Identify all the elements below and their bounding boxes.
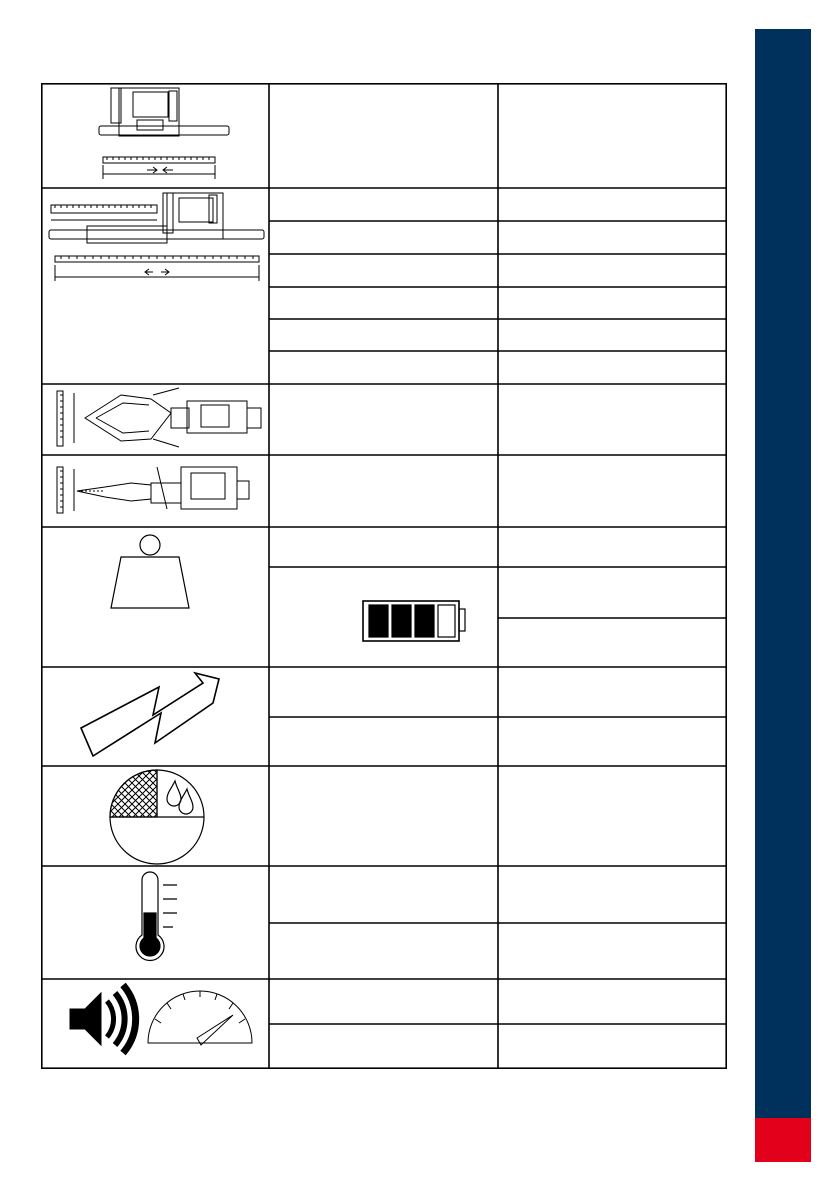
side-band-red-tab: [755, 1118, 811, 1162]
row-1-label-cell: [269, 83, 498, 188]
side-band-blue: [755, 29, 811, 1118]
weight-icon: [111, 535, 189, 608]
noise-level-icon: [70, 985, 252, 1053]
battery-icon: [363, 601, 465, 641]
force-arrow-icon: [81, 673, 219, 756]
tool-extended-length-icon: [49, 193, 264, 281]
spreader-opening-width-icon: [57, 388, 261, 447]
spec-table-graphic: [41, 83, 727, 1069]
cutter-opening-width-icon: [57, 467, 249, 513]
side-band: [755, 29, 811, 1162]
spec-table: [41, 83, 727, 1069]
row-1-value-cell: [498, 83, 727, 188]
thermometer-icon: [136, 872, 177, 960]
ip-rating-icon: [110, 770, 204, 864]
tool-closed-length-icon: [99, 88, 229, 179]
